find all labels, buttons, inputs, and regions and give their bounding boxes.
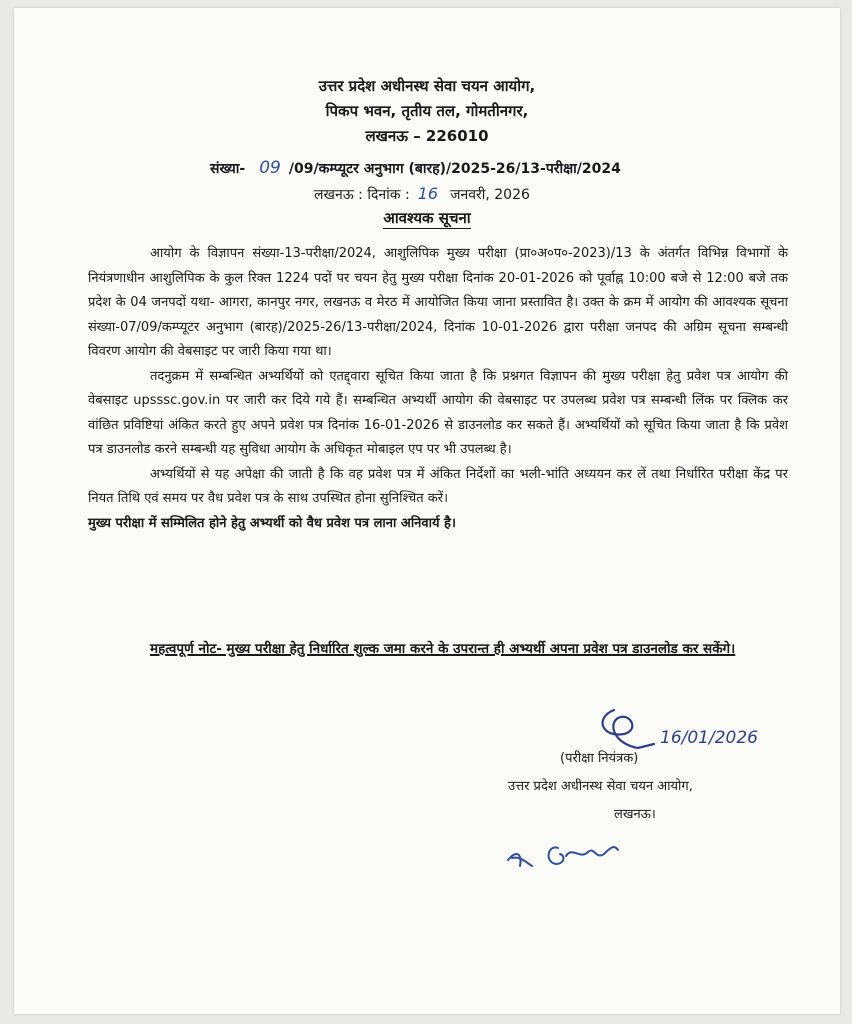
notice-body: [88, 242, 788, 536]
issue-date: [314, 184, 530, 204]
letterhead-city-pin: लखनऊ – 226010: [365, 127, 489, 145]
signatory-city: लखनऊ।: [614, 807, 656, 822]
signatory-designation: (परीक्षा नियंत्रक): [560, 751, 639, 766]
signature-date: 16/01/2026: [660, 728, 758, 748]
paragraph-3: अभ्यर्थियों से यह अपेक्षा की जाती है कि वह प्रवेश पत्र में अंकित निर्देशों का भली-भांति अध्ययन कर लें तथा निर्धारित परीक्षा केंद्र पर नियत तिथि एवं समय पर वैध प्रवेश पत्र के साथ उपस्थित होना सुनिश्चित करें।: [88, 466, 788, 506]
reference-prefix: संख्या-: [210, 161, 246, 177]
notice-document: [14, 8, 840, 1014]
paragraph-3-bold: मुख्य परीक्षा में सम्मिलित होने हेतु अभ्यर्थी को वैध प्रवेश पत्र लाना अनिवार्य है।: [88, 515, 456, 531]
reference-suffix: /09/कम्प्यूटर अनुभाग (बारह)/2025-26/13-परीक्षा/2024: [288, 161, 621, 177]
paragraph-1: आयोग के विज्ञापन संख्या-13-परीक्षा/2024, आशुलिपिक मुख्य परीक्षा (प्रा०अ०प०-2023)/13 के अंतर्गत विभिन्न विभागों के नियंत्रणाधीन आशुलिपिक के कुल रिक्त 1224 पदों पर चयन हेतु मुख्य परीक्षा दिनांक 20-01-2026 को पूर्वाह्न 10:00 बजे से 12:00 बजे तक प्रदेश के 04 जनपदों यथा- आगरा, कानपुर नगर, लखनऊ व मेरठ में आयोजित किया जाना प्रस्तावित है। उक्त के क्रम में आयोग की आवश्यक सूचना संख्या-07/09/कम्प्यूटर अनुभाग (बारह)/2025-26/13-परीक्षा/2024, दिनांक 10-01-2026 द्वारा परीक्षा जनपद की अग्रिम सूचना सम्बन्धी विवरण आयोग की वेबसाइट पर जारी किया गया था।: [88, 246, 788, 359]
date-suffix: जनवरी, 2026: [450, 187, 530, 203]
notice-title: आवश्यक सूचना: [383, 209, 471, 227]
date-prefix: लखनऊ : दिनांक :: [314, 187, 410, 203]
handwritten-initials: [500, 826, 640, 876]
letterhead-address: पिकप भवन, तृतीय तल, गोमतीनगर,: [325, 102, 529, 120]
reference-number: [210, 158, 621, 178]
important-note: महत्वपूर्ण नोट- मुख्य परीक्षा हेतु निर्धारित शुल्क जमा करने के उपरान्त ही अभ्यर्थी अपना प्रवेश पत्र डाउनलोड कर सकेंगे।: [150, 641, 736, 657]
letterhead: [14, 74, 840, 149]
signatory-organization: उत्तर प्रदेश अधीनस्थ सेवा चयन आयोग,: [508, 779, 693, 794]
letterhead-organization: उत्तर प्रदेश अधीनस्थ सेवा चयन आयोग,: [318, 77, 536, 95]
reference-handwritten-number: 09: [259, 158, 281, 178]
date-handwritten-day: 16: [417, 184, 439, 203]
paragraph-2: तदनुक्रम में सम्बन्धित अभ्यर्थियों को एतद्द्वारा सूचित किया जाता है कि प्रश्नगत विज्ञापन की मुख्य परीक्षा हेतु प्रवेश पत्र आयोग की वेबसाइट upsssc.gov.in पर जारी कर दिये गये हैं। सम्बन्धित अभ्यर्थी आयोग की वेबसाइट पर उपलब्ध प्रवेश पत्र सम्बन्धी लिंक पर क्लिक कर वांछित प्रविष्टियां अंकित करते हुए अपने प्रवेश पत्र दिनांक 16-01-2026 से डाउनलोड कर सकते हैं। अभ्यर्थियों को सूचित किया जाता है कि प्रवेश पत्र डाउनलोड करने सम्बन्धी यह सुविधा आयोग के अधिकृत मोबाइल एप पर भी उपलब्ध है।: [88, 368, 788, 457]
